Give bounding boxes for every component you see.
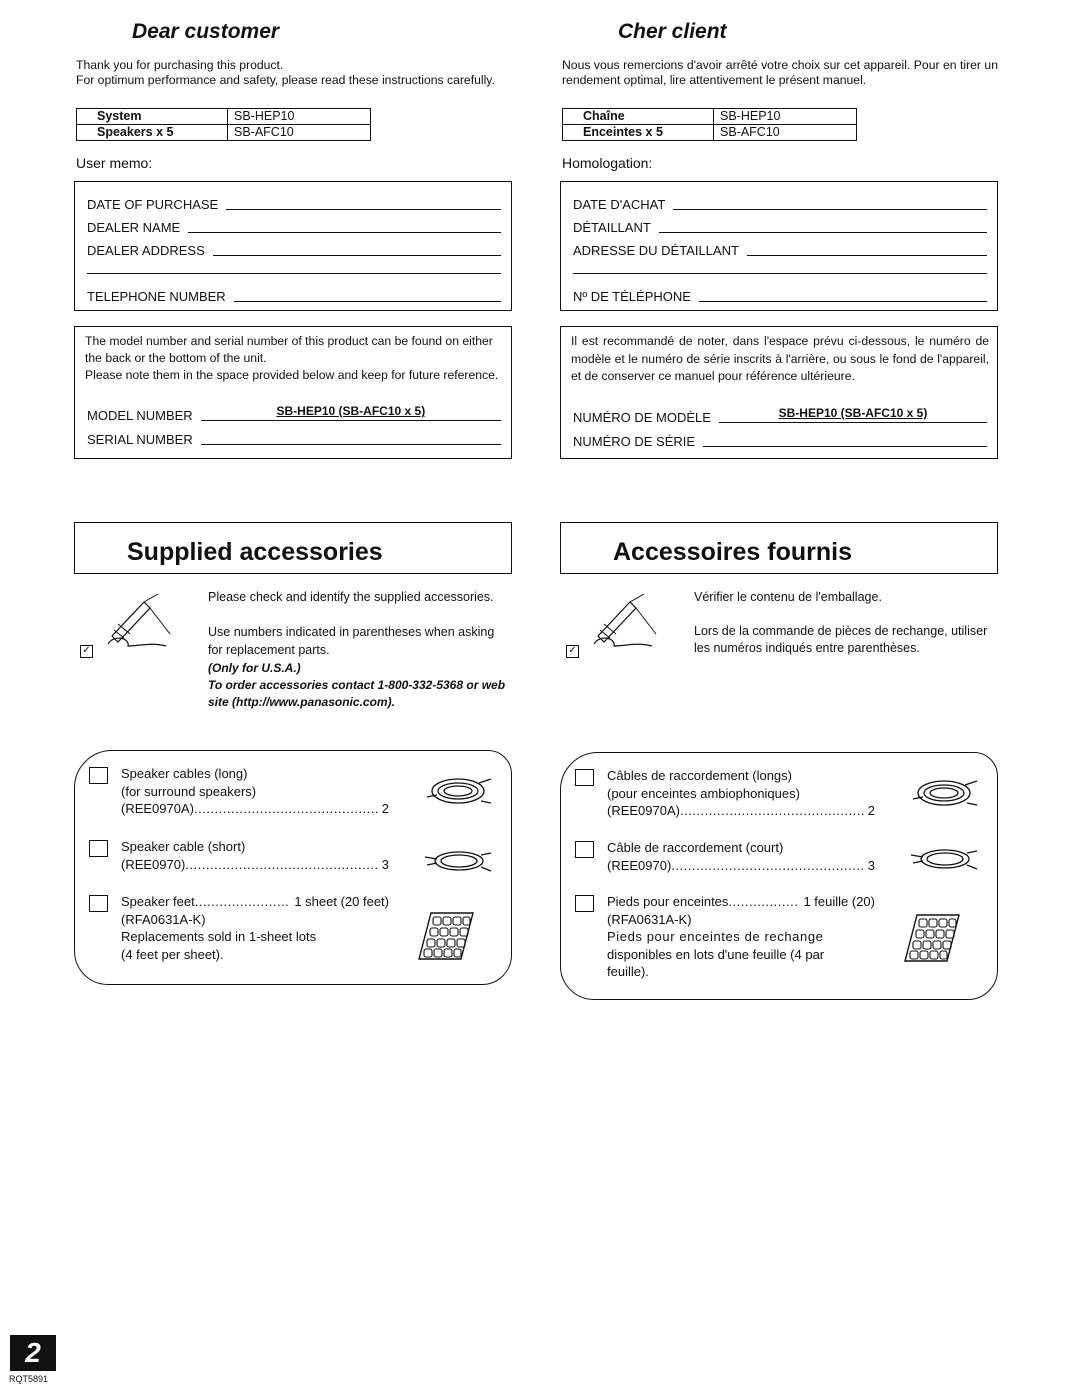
- homologation-label: Homologation:: [562, 155, 653, 171]
- date-of-purchase-field[interactable]: DATE OF PURCHASE: [87, 194, 501, 212]
- model-label: Enceintes x 5: [563, 125, 714, 141]
- checkbox-checked-icon: ✓: [80, 645, 93, 658]
- checkbox[interactable]: [89, 767, 108, 784]
- list-item: Pieds pour enceintes ..... 1 feuille (20) (RFA0631A-K) Pieds pour enceintes de rechange disponibles en lots d'une feuille (4 par feuille).: [575, 893, 875, 981]
- address-extra-line[interactable]: [573, 273, 987, 274]
- serial-number-field[interactable]: NUMÉRO DE SÉRIE: [573, 431, 987, 449]
- section-title-box: [560, 522, 998, 574]
- speaker-cable-long-icon: [909, 775, 979, 811]
- model-label: Speakers x 5: [77, 125, 228, 141]
- serial-number-field[interactable]: SERIAL NUMBER: [87, 429, 501, 447]
- accessoires-fournis-title: Accessoires fournis: [613, 538, 852, 566]
- model-label: System: [77, 109, 228, 125]
- speaker-feet-sheet-icon: [903, 913, 961, 963]
- telephone-number-field[interactable]: Nº DE TÉLÉPHONE: [573, 286, 987, 304]
- checkbox[interactable]: [575, 769, 594, 786]
- serial-info-box: Il est recommandé de noter, dans l'espace prévu ci-dessous, le numéro de modèle et le numéro de série inscrits à l'arrière, ou sous le fond de l'appareil, et de conserver ce manuel pour référence ultérieure. NUMÉRO DE MODÈLE SB-HEP10 (SB-AFC10 x 5) NUMÉRO DE SÉRIE: [560, 326, 998, 459]
- document-code: RQT5891: [9, 1374, 49, 1384]
- pen-check-icon: [586, 594, 666, 656]
- address-extra-line[interactable]: [87, 273, 501, 274]
- telephone-number-field[interactable]: TELEPHONE NUMBER: [87, 286, 501, 304]
- speaker-cable-short-icon: [909, 841, 979, 877]
- speaker-feet-sheet-icon: [417, 911, 475, 961]
- section-title-box: [74, 522, 512, 574]
- accessories-instructions: Vérifier le contenu de l'emballage. Lors de la commande de pièces de rechange, utiliser les numéros indiqués entre parenthèses.: [694, 590, 988, 655]
- model-value: SB-AFC10: [228, 125, 371, 141]
- date-of-purchase-field[interactable]: DATE D'ACHAT: [573, 194, 987, 212]
- checkbox[interactable]: [89, 895, 108, 912]
- supplied-accessories-title: Supplied accessories: [127, 538, 383, 566]
- dealer-name-field[interactable]: DÉTAILLANT: [573, 217, 987, 235]
- model-number-field: NUMÉRO DE MODÈLE SB-HEP10 (SB-AFC10 x 5): [573, 407, 987, 425]
- model-label: Chaîne: [563, 109, 714, 125]
- model-value: SB-HEP10: [714, 109, 857, 125]
- model-table: [76, 108, 371, 141]
- dealer-address-field[interactable]: DEALER ADDRESS: [87, 240, 501, 258]
- dealer-address-field[interactable]: ADRESSE DU DÉTAILLANT: [573, 240, 987, 258]
- dealer-name-field[interactable]: DEALER NAME: [87, 217, 501, 235]
- model-table: [562, 108, 857, 141]
- page-number: 2: [10, 1335, 56, 1371]
- accessories-instructions: Please check and identify the supplied accessories. Use numbers indicated in parentheses when asking for replacement parts. (Only for U.S.A.) To order accessories contact 1-800-332-5368 or web site (http://www.panasonic.com).: [208, 590, 506, 709]
- accessories-list-box: [74, 750, 512, 985]
- heading-dear-customer: Dear customer: [132, 20, 280, 43]
- list-item: Speaker feet ..... 1 sheet (20 feet) (RFA0631A-K) Replacements sold in 1-sheet lots (4 feet per sheet).: [89, 893, 389, 963]
- pen-check-icon: [100, 594, 180, 656]
- homologation-box: [560, 181, 998, 311]
- model-number-field: MODEL NUMBER SB-HEP10 (SB-AFC10 x 5): [87, 405, 501, 423]
- checkbox[interactable]: [575, 895, 594, 912]
- checkbox-checked-icon: ✓: [566, 645, 579, 658]
- checkbox[interactable]: [89, 840, 108, 857]
- list-item: Speaker cable (short) (REE0970) ..... 3: [89, 838, 389, 873]
- list-item: Câbles de raccordement (longs) (pour enceintes ambiophoniques) (REE0970A) ..... 2: [575, 767, 875, 820]
- accessories-list-box: [560, 752, 998, 1000]
- list-item: Speaker cables (long) (for surround speakers) (REE0970A) ..... 2: [89, 765, 389, 818]
- checkbox[interactable]: [575, 841, 594, 858]
- model-value: SB-HEP10: [228, 109, 371, 125]
- heading-cher-client: Cher client: [618, 20, 727, 43]
- list-item: Câble de raccordement (court) (REE0970) ..... 3: [575, 839, 875, 874]
- model-value: SB-AFC10: [714, 125, 857, 141]
- serial-info-box: The model number and serial number of this product can be found on either the back or the bottom of the unit. Please note them in the space provided below and keep for future reference. MODEL NUMBER SB-HEP10 (SB-AFC10 x 5) SERIAL NUMBER: [74, 326, 512, 459]
- speaker-cable-short-icon: [423, 843, 493, 879]
- intro-text: Thank you for purchasing this product. For optimum performance and safety, please read these instructions carefully.: [76, 58, 495, 87]
- user-memo-label: User memo:: [76, 155, 153, 171]
- user-memo-box: [74, 181, 512, 311]
- intro-text: Nous vous remercions d'avoir arrêté votre choix sur cet appareil. Pour en tirer un rendement optimal, lire attentivement le présent manuel.: [562, 58, 998, 87]
- speaker-cable-long-icon: [423, 773, 493, 809]
